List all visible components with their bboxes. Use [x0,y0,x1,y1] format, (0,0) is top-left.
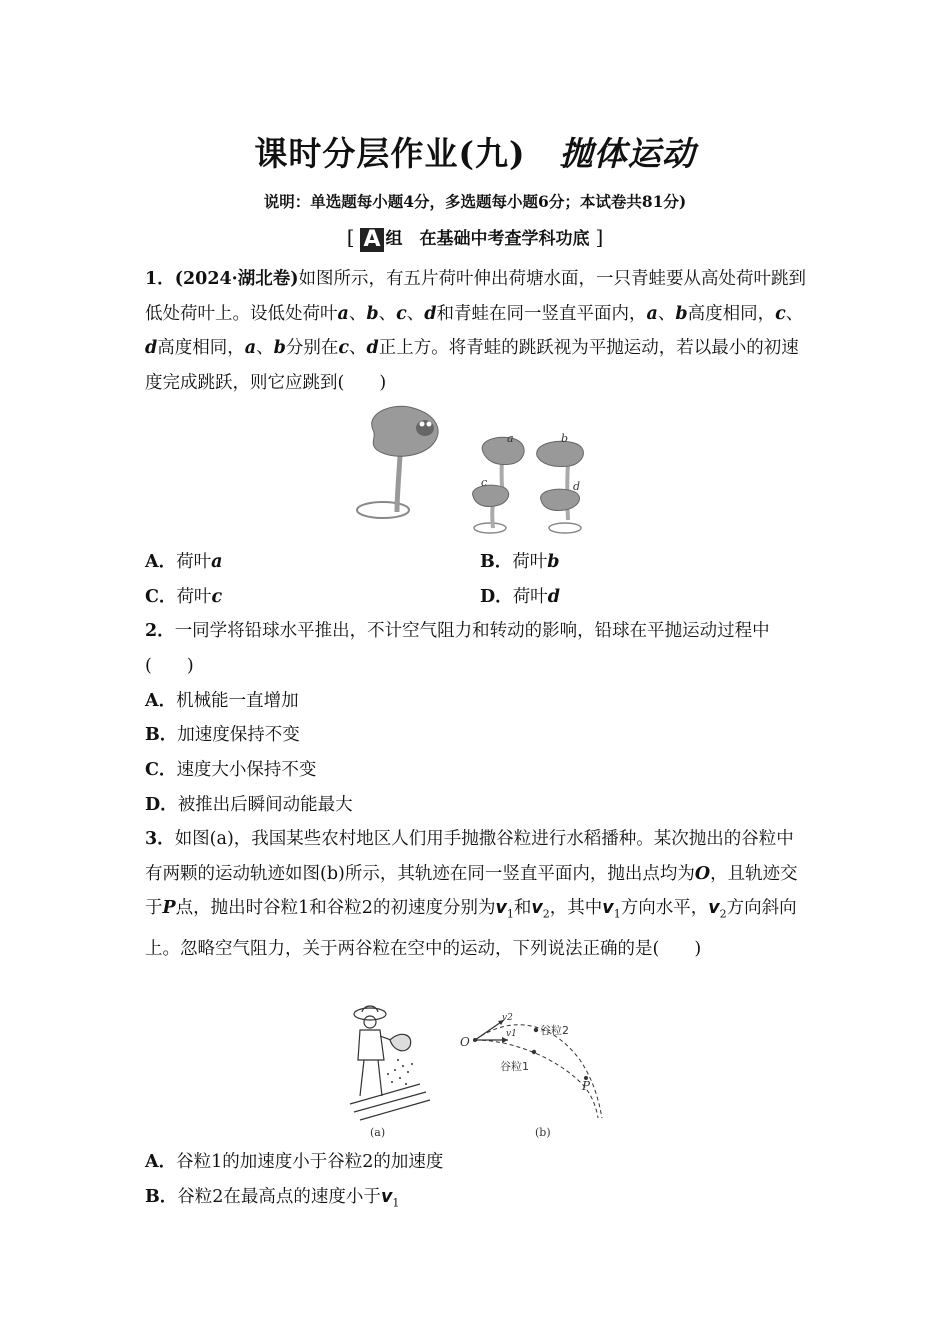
leaf-b [537,441,584,466]
label-v2: v2 [502,1013,513,1023]
var-b: b [273,338,286,358]
question-1-stem: 1．(2024·湖北卷)如图所示，有五片荷叶伸出荷塘水面，一只青蛙要从高处荷叶跳到低处荷叶上。设低处荷叶a、b、c、d和青蛙在同一竖直平面内，a、b高度相同，c、d高度相同，a、b分别在c、d正上方。将青蛙的跳跃视为平抛运动，若以最小的初速度完成跳跃，则它应跳到( ) [145,269,807,393]
question-number: 2． [145,621,175,641]
stem-text: 和青蛙在同一竖直平面内， [436,303,647,324]
label-grain-2: 谷粒2 [540,1024,569,1037]
stem-text: 点，抛出时谷粒1和谷粒2的初速度分别为 [175,898,496,918]
stem-text: 高度相同， [157,338,245,358]
option-letter: B． [145,725,178,745]
lotus-leaf-figure [355,400,595,540]
group-label: 组 在基础中考查学科功底 [385,229,590,249]
var-a: a [337,303,349,324]
var-v1: v [495,898,507,918]
point-O [473,1038,477,1042]
stem-text: 高度相同， [687,303,776,324]
subscript: 1 [506,907,514,921]
grain-2-dot [534,1028,538,1032]
group-heading [0,224,950,252]
option-text: 谷粒1的加速度小于谷粒2的加速度 [176,1152,444,1172]
var-b: b [675,303,688,324]
stem-text: 和 [513,898,532,918]
var-c: c [338,338,349,358]
option-letter: B． [480,552,513,572]
farmer-illustration [350,1006,430,1120]
option-text: 谷粒2在最高点的速度小于 [177,1187,381,1207]
group-badge: A [360,228,383,252]
label-b: b [561,432,569,445]
trajectory-grain-1 [475,1040,598,1118]
option-var: b [547,552,560,572]
q2-option-c[interactable] [145,753,316,787]
option-letter: A． [145,691,177,711]
bracket-right: ] [595,225,604,249]
option-text: 荷叶 [512,587,548,607]
frog-icon [416,420,434,436]
q2-option-a[interactable] [145,684,299,718]
option-letter: D． [145,795,178,815]
caption-b: (b) [535,1126,551,1139]
option-var: d [547,587,560,607]
question-number: 1． [145,269,175,289]
var-b: b [366,303,379,324]
option-text: 荷叶 [176,587,212,607]
var-c: c [396,303,407,324]
title-sub: 抛体运动 [559,134,696,173]
option-var: a [211,552,223,572]
q1-option-c[interactable] [145,580,222,614]
q2-option-b[interactable] [145,718,300,752]
label-v1: v1 [506,1029,517,1039]
score-note: 说明：单选题每小题4分，多选题每小题6分；本试卷共81分) [263,192,687,211]
option-letter: A． [145,552,177,572]
stem-text: 如图所示，有五片荷叶伸出荷塘水面，一只青蛙要从高处荷叶跳到低处荷叶上。设低处荷叶 [145,269,807,324]
label-P: P [582,1079,591,1093]
stem-text: ，且轨迹交于 [145,863,798,918]
var-v2: v [531,898,543,918]
option-text: 速度大小保持不变 [176,760,317,780]
question-2-stem [145,614,807,683]
q3-option-a[interactable] [145,1145,443,1179]
q1-option-d[interactable] [480,580,560,614]
stem-text: ，其中 [549,898,603,918]
ripple [549,523,581,533]
question-source: (2024·湖北卷) [174,269,299,289]
var-v2: v [708,898,720,918]
seed-trajectory-figure [340,1000,620,1142]
var-c: c [775,303,786,324]
title-main: 课时分层作业(九) [254,134,526,173]
label-d: d [573,480,581,493]
scattered-seeds [387,1059,413,1085]
stem [492,504,493,528]
ripple [357,502,409,518]
question-number: 3． [145,829,175,849]
var-d: d [424,303,437,324]
stem-text: 如图(a)，我国某些农村地区人们用手抛撒谷粒进行水稻播种。某次抛出的谷粒中有两颗的运动轨迹如图(b)所示，其轨迹在同一竖直平面内，抛出点均为 [145,829,794,884]
page-title [0,128,950,175]
var-P: P [162,898,176,918]
question-3-stem [145,822,807,967]
label-grain-1: 谷粒1 [500,1060,529,1073]
frog-eye [420,422,425,427]
leaf-c [473,485,509,506]
q3-option-b[interactable] [145,1180,399,1221]
option-letter: B． [145,1187,178,1207]
leaf-a [482,437,524,464]
trajectory-grain-2 [475,1025,602,1118]
label-a: a [507,432,514,445]
option-var: c [211,587,223,607]
option-letter: C． [145,587,177,607]
var-d: d [145,338,158,358]
var-a: a [646,303,658,324]
stem-text: 正上方。将青蛙的跳跃视为平抛运动，若以最小的初速度完成跳跃，则它应跳到( ) [145,338,799,393]
label-O: O [460,1035,470,1049]
stem-text: 一同学将铅球水平推出，不计空气阻力和转动的影响，铅球在平抛运动过程中( ) [145,621,770,676]
option-text: 荷叶 [176,552,212,572]
ripple [474,523,506,533]
q1-option-a[interactable] [145,545,222,579]
option-text: 被推出后瞬间动能最大 [177,795,353,815]
subscript: 2 [719,907,727,921]
stem-text: 方向水平， [620,898,709,918]
var-v1: v [602,898,614,918]
subscript: 2 [542,907,550,921]
subscript: 1 [392,1196,400,1210]
option-text: 荷叶 [512,552,548,572]
option-letter: D． [480,587,513,607]
stem-text: 分别在 [285,338,339,358]
bracket-left: [ [346,225,355,249]
var-O: O [694,863,711,884]
grain-1-dot [532,1050,536,1054]
option-text: 机械能一直增加 [176,691,299,711]
q1-option-b[interactable] [480,545,560,579]
frog-eye [427,422,432,427]
caption-a: (a) [370,1126,386,1139]
var-v1: v [380,1187,393,1207]
stem [397,455,400,512]
option-letter: A． [145,1152,177,1172]
var-a: a [244,338,257,358]
label-c: c [481,476,488,489]
option-text: 加速度保持不变 [177,725,300,745]
stem-text: 方向斜向上。忽略空气阻力，关于两谷粒在空中的运动，下列说法正确的是( ) [145,898,797,959]
q2-option-d[interactable] [145,788,353,822]
var-d: d [366,338,379,358]
subscript: 1 [613,907,621,921]
option-letter: C． [145,760,177,780]
